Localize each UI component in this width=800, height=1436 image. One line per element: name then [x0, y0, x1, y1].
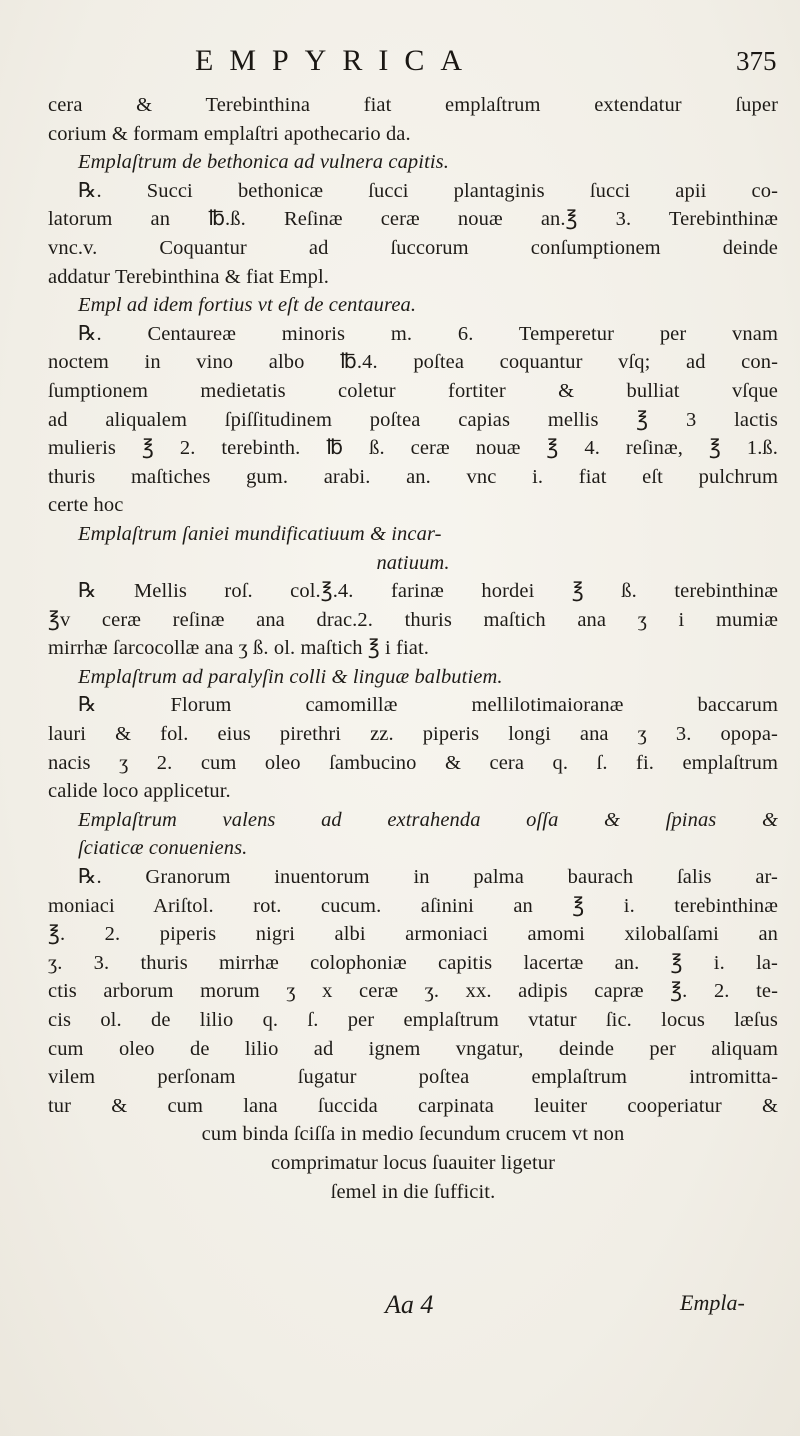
text-line: ad aliqualem ſpiſſitudinem poſtea capias mellis ℥ 3 lactis: [48, 408, 778, 431]
text-line: ſumptionem medietatis coletur fortiter & bulliat vſque: [48, 379, 778, 402]
text-line: ℞. Centaureæ minoris m. 6. Temperetur per vnam: [78, 322, 778, 345]
section-heading-line: Emplaſtrum de bethonica ad vulnera capitis.: [78, 151, 449, 174]
text-line: noctem in vino albo ℔.4. poſtea coquantur vſq; ad con-: [48, 351, 778, 374]
text-line: mirrhæ ſarcocollæ ana ʒ ß. ol. maſtich ℥ i fiat.: [48, 637, 429, 660]
text-line: ſemel in die ſufficit.: [330, 1180, 496, 1203]
section-heading-line: natiuum.: [376, 551, 450, 574]
section-heading-line: ſciaticæ conueniens.: [78, 837, 248, 860]
text-line: ℞ Florum camomillæ mellilotimaioranæ baccarum: [78, 694, 778, 717]
text-line: ℞. Succi bethonicæ ſucci plantaginis ſucci apii co-: [78, 179, 778, 202]
text-line: lauri & fol. eius pirethri zz. piperis longi ana ʒ 3. opopa-: [48, 723, 778, 746]
text-line: ctis arborum morum ʒ x ceræ ʒ. xx. adipis capræ ℥. 2. te-: [48, 980, 778, 1003]
text-line: corium & formam emplaſtri apothecario da.: [48, 122, 411, 145]
text-line: vilem perſonam ſugatur poſtea emplaſtrum intromitta-: [48, 1066, 778, 1089]
text-line: certe hoc: [48, 494, 124, 517]
text-line: latorum an ℔.ß. Reſinæ ceræ nouæ an.℥ 3. Terebinthinæ: [48, 208, 778, 231]
section-heading-line: Emplaſtrum ſaniei mundificatiuum & incar-: [78, 522, 442, 545]
section-heading-line: Empl ad idem fortius vt eſt de centaurea.: [78, 294, 417, 317]
text-line: nacis ʒ 2. cum oleo ſambucino & cera q. ſ. fi. emplaſtrum: [48, 751, 778, 774]
page-number: 375: [736, 46, 777, 76]
text-line: cis ol. de lilio q. ſ. per emplaſtrum vtatur ſic. locus læſus: [48, 1009, 778, 1031]
text-line: addatur Terebinthina & fiat Empl.: [48, 265, 330, 288]
text-line: mulieris ℥ 2. terebinth. ℔ ß. ceræ nouæ ℥ 4. reſinæ, ℥ 1.ß.: [48, 437, 778, 460]
text-line: ℞ Mellis roſ. col.℥.4. farinæ hordei ℥ ß. terebinthinæ: [78, 580, 778, 603]
section-heading-line: Emplaſtrum ad paralyſin colli & linguæ balbutiem.: [78, 665, 503, 688]
text-line: ℥. 2. piperis nigri albi armoniaci amomi xilobalſami an: [48, 923, 778, 946]
text-line: comprimatur locus ſuauiter ligetur: [270, 1151, 556, 1174]
body-text: [48, 91, 778, 1206]
text-line: tur & cum lana ſuccida carpinata leuiter cooperiatur &: [48, 1094, 778, 1117]
page-footer: [0, 1290, 800, 1330]
page-header: [0, 44, 800, 84]
text-line: moniaci Ariſtol. rot. cucum. aſinini an ℥ i. terebinthinæ: [48, 894, 778, 917]
text-line: ℥v ceræ reſinæ ana drac.2. thuris maſtich ana ʒ i mumiæ: [48, 608, 778, 631]
section-heading-line: Emplaſtrum valens ad extrahenda oſſa & ſpinas &: [78, 808, 778, 831]
text-line: calide loco applicetur.: [48, 780, 231, 803]
catchword: Empla-: [680, 1290, 745, 1315]
text-line: cum binda ſciſſa in medio ſecundum crucem vt non: [201, 1123, 625, 1146]
text-line: cum oleo de lilio ad ignem vngatur, deinde per aliquam: [48, 1037, 778, 1060]
text-line: ʒ. 3. thuris mirrhæ colophoniæ capitis lacertæ an. ℥ i. la-: [48, 951, 778, 974]
signature-mark: Aa 4: [385, 1290, 434, 1319]
text-line: thuris maſtiches gum. arabi. an. vnc i. fiat eſt pulchrum: [48, 465, 778, 488]
text-line: ℞. Granorum inuentorum in palma baurach ſalis ar-: [78, 866, 778, 889]
text-line: vnc.v. Coquantur ad ſuccorum conſumptionem deinde: [48, 236, 778, 259]
text-line: cera & Terebinthina fiat emplaſtrum extendatur ſuper: [48, 94, 778, 116]
running-title: EMPYRICA: [195, 44, 479, 77]
